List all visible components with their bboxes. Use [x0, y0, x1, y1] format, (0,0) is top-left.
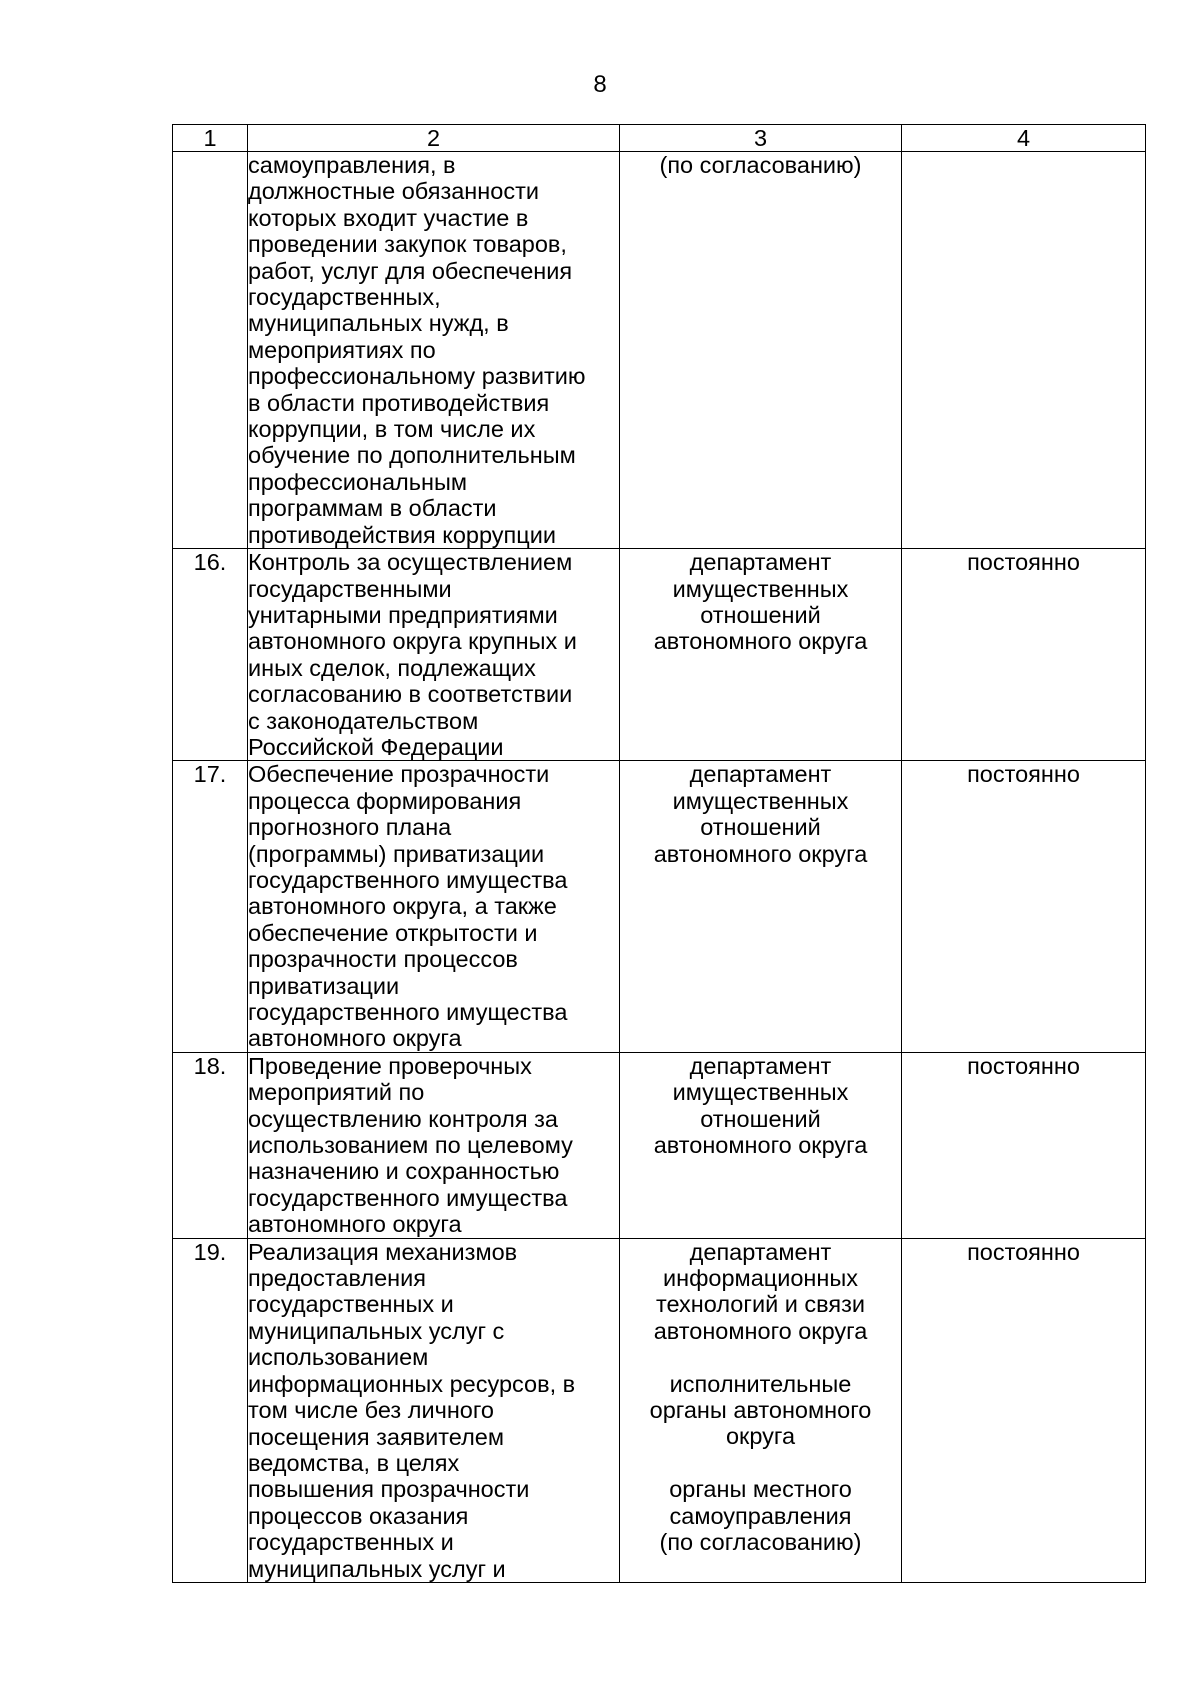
description-line: работ, услуг для обеспечения: [248, 257, 573, 284]
page-number: 8: [593, 71, 607, 98]
description-line: ведомства, в целях: [248, 1449, 460, 1476]
description-line: информационных ресурсов, в: [248, 1370, 576, 1397]
description-line: государственных и: [248, 1529, 454, 1556]
execution-term: постоянно: [902, 1238, 1146, 1582]
execution-term: постоянно: [902, 761, 1146, 1052]
description-line: автономного округа крупных и: [248, 628, 577, 655]
responsible-line: исполнительные: [669, 1370, 852, 1397]
description-line: Реализация механизмов: [248, 1238, 518, 1265]
header-col-3: 3: [620, 125, 902, 152]
description-line: посещения заявителем: [248, 1423, 505, 1450]
responsible-line: автономного округа: [653, 1132, 868, 1159]
responsible-line: автономного округа: [653, 840, 868, 867]
row-number: 17.: [173, 761, 248, 1052]
responsible-executor: [620, 549, 902, 761]
description-line: государственных,: [248, 284, 441, 311]
responsible-executor: [620, 152, 902, 549]
description-line: Контроль за осуществлением: [248, 549, 573, 576]
responsible-executor: [620, 761, 902, 1052]
description-line: предоставления: [248, 1265, 427, 1292]
description-line: иных сделок, подлежащих: [248, 654, 536, 681]
description-line: с законодательством: [248, 707, 479, 734]
description-line: государственного имущества: [248, 1184, 568, 1211]
measures-table: [172, 124, 1146, 1583]
description-line: программам в области: [248, 495, 497, 522]
description-line: том числе без личного: [248, 1397, 494, 1424]
responsible-line: округа: [725, 1423, 796, 1450]
row-number: 19.: [173, 1238, 248, 1582]
responsible-line: автономного округа: [653, 628, 868, 655]
responsible-line: имущественных: [672, 575, 849, 602]
table-row: [173, 1052, 1146, 1238]
table-row: [173, 761, 1146, 1052]
description-line: автономного округа: [248, 1211, 462, 1238]
group-spacer: [620, 1450, 901, 1476]
measure-description: [248, 152, 620, 549]
description-line: коррупции, в том числе их: [248, 416, 536, 443]
responsible-line: информационных: [662, 1265, 859, 1292]
measure-description: [248, 1052, 620, 1238]
description-line: прозрачности процессов: [248, 946, 518, 973]
measure-description: [248, 761, 620, 1052]
execution-term: постоянно: [902, 1052, 1146, 1238]
description-line: Обеспечение прозрачности: [248, 761, 550, 788]
responsible-line: департамент: [689, 1052, 832, 1079]
description-line: автономного округа: [248, 1025, 462, 1052]
description-line: противодействия коррупции: [248, 521, 556, 548]
responsible-line: отношений: [700, 814, 821, 841]
description-line: проведении закупок товаров,: [248, 231, 567, 258]
responsible-line: автономного округа: [653, 1317, 868, 1344]
description-line: процесса формирования: [248, 787, 522, 814]
description-line: согласованию в соответствии: [248, 681, 573, 708]
description-line: унитарными предприятиями: [248, 601, 558, 628]
description-line: государственных и: [248, 1291, 454, 1318]
description-line: должностные обязанности: [248, 178, 539, 205]
responsible-line: (по согласованию): [659, 152, 862, 178]
description-line: муниципальных услуг и: [248, 1555, 506, 1582]
description-line: приватизации: [248, 972, 400, 999]
description-line: мероприятий по: [248, 1079, 425, 1106]
responsible-line: (по согласованию): [659, 1529, 862, 1556]
group-spacer: [620, 1344, 901, 1370]
description-line: использованием: [248, 1344, 429, 1371]
description-line: которых входит участие в: [248, 204, 529, 231]
execution-term: постоянно: [902, 549, 1146, 761]
responsible-line: департамент: [689, 761, 832, 788]
description-line: государственными: [248, 575, 452, 602]
description-line: обучение по дополнительным: [248, 442, 576, 469]
description-line: Российской Федерации: [248, 733, 504, 760]
responsible-line: органы местного: [669, 1476, 852, 1503]
responsible-line: отношений: [700, 601, 821, 628]
description-line: (программы) приватизации: [248, 840, 545, 867]
header-col-1: 1: [173, 125, 248, 152]
description-line: обеспечение открытости и: [248, 919, 538, 946]
description-line: самоуправления, в: [248, 152, 456, 178]
description-line: государственного имущества: [248, 999, 568, 1025]
description-line: назначению и сохранностью: [248, 1158, 560, 1185]
responsible-line: имущественных: [672, 787, 849, 814]
table-header-row: [173, 125, 1146, 152]
responsible-line: органы автономного: [649, 1397, 872, 1424]
row-number: 16.: [173, 549, 248, 761]
description-line: повышения прозрачности: [248, 1476, 530, 1503]
description-line: осуществлению контроля за: [248, 1105, 558, 1132]
table-row: [173, 1238, 1146, 1582]
responsible-line: департамент: [689, 1238, 832, 1265]
description-line: мероприятиях по: [248, 336, 436, 363]
table-body: [173, 152, 1146, 1583]
description-line: муниципальных нужд, в: [248, 310, 509, 337]
responsible-line: отношений: [700, 1105, 821, 1132]
header-col-2: 2: [248, 125, 620, 152]
responsible-executor: [620, 1052, 902, 1238]
description-line: государственного имущества: [248, 866, 568, 893]
row-number: [173, 152, 248, 549]
description-line: прогнозного плана: [248, 814, 452, 841]
responsible-line: самоуправления: [669, 1502, 852, 1529]
measure-description: [248, 549, 620, 761]
measure-description: [248, 1238, 620, 1582]
header-col-4: 4: [902, 125, 1146, 152]
description-line: использованием по целевому: [248, 1132, 573, 1159]
row-number: 18.: [173, 1052, 248, 1238]
description-line: муниципальных услуг с: [248, 1317, 505, 1344]
responsible-executor: [620, 1238, 902, 1582]
table-row: [173, 152, 1146, 549]
description-line: профессиональному развитию: [248, 363, 586, 390]
execution-term: [902, 152, 1146, 549]
responsible-line: департамент: [689, 549, 832, 576]
description-line: автономного округа, а также: [248, 893, 557, 920]
responsible-line: технологий и связи: [656, 1291, 865, 1318]
table-row: [173, 549, 1146, 761]
description-line: Проведение проверочных: [248, 1052, 532, 1079]
description-line: в области противодействия: [248, 389, 550, 416]
responsible-line: имущественных: [672, 1079, 849, 1106]
description-line: процессов оказания: [248, 1502, 469, 1529]
description-line: профессиональным: [248, 468, 467, 495]
